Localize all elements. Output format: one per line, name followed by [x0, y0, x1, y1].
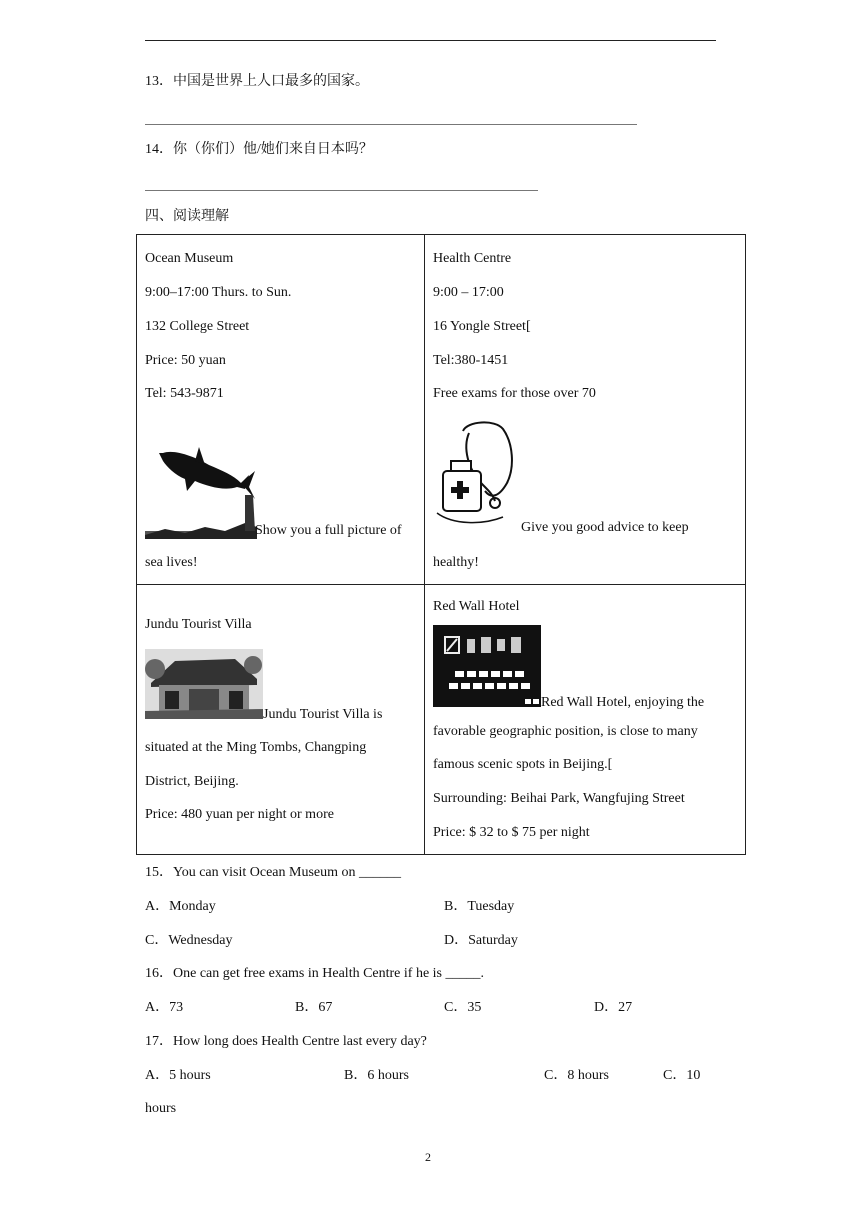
caption: healthy!: [433, 555, 479, 570]
question-number: 14．: [145, 142, 173, 157]
address: 16 Yongle Street[: [433, 319, 531, 334]
hotel-photo: [433, 625, 541, 707]
opening-hours: 9:00–17:00 Thurs. to Sun.: [145, 285, 292, 300]
card-red-wall-hotel: [425, 585, 746, 855]
option-a: A．73: [145, 1000, 184, 1015]
option-b: B．Tuesday: [444, 899, 515, 914]
card-jundu-villa: [137, 585, 425, 855]
question-13: [145, 74, 369, 90]
address: 132 College Street: [145, 319, 250, 334]
option-c: C．35: [444, 1000, 482, 1015]
card-health-centre: [425, 235, 746, 585]
surrounding: Surrounding: Beihai Park, Wangfujing Street: [433, 791, 685, 806]
section-title: 四、阅读理解: [145, 209, 229, 224]
option-c: C．Wednesday: [145, 933, 233, 948]
option-wrap-text: hours: [145, 1101, 177, 1116]
option-c: C．8 hours: [544, 1068, 609, 1083]
shark-icon: [145, 431, 257, 539]
question-17-stem: 17．How long does Health Centre last every day?: [145, 1034, 427, 1049]
opening-hours: 9:00 – 17:00: [433, 285, 504, 300]
answer-line: [145, 40, 716, 41]
caption: situated at the Ming Tombs, Changping: [145, 740, 367, 755]
answer-line: [145, 124, 637, 125]
card-ocean-museum: [137, 235, 425, 585]
question-text: 中国是世界上人口最多的国家。: [173, 74, 369, 89]
option-b: B．67: [295, 1000, 333, 1015]
question-16-stem: 16．One can get free exams in Health Centre if he is _____.: [145, 966, 485, 981]
caption: Give you good advice to keep: [521, 520, 689, 535]
option-d: D．27: [594, 1000, 633, 1015]
caption: District, Beijing.: [145, 774, 239, 789]
option-b: B．6 hours: [344, 1068, 409, 1083]
reading-table: [136, 234, 746, 855]
option-d: C．10: [663, 1068, 701, 1083]
stethoscope-icon: [433, 417, 525, 529]
caption: Red Wall Hotel, enjoying the: [541, 695, 705, 710]
option-a: A．Monday: [145, 899, 216, 914]
card-title: Health Centre: [433, 251, 512, 266]
question-15-stem: 15．You can visit Ocean Museum on ______: [145, 865, 402, 880]
phone: Tel: 543-9871: [145, 386, 224, 401]
card-title: Jundu Tourist Villa: [145, 617, 252, 632]
card-title: Ocean Museum: [145, 251, 234, 266]
page-number: 2: [425, 1150, 431, 1164]
card-title: Red Wall Hotel: [433, 599, 520, 614]
price: Price: $ 32 to $ 75 per night: [433, 825, 590, 840]
villa-photo: [145, 649, 263, 719]
question-number: 13．: [145, 74, 173, 89]
caption: Show you a full picture of: [255, 523, 402, 538]
option-d: D．Saturday: [444, 933, 518, 948]
price: Price: 50 yuan: [145, 353, 226, 368]
free-exams-note: Free exams for those over 70: [433, 386, 596, 401]
question-text: 你（你们）他/她们来自日本吗？: [173, 142, 373, 157]
question-14: [145, 142, 373, 158]
price: Price: 480 yuan per night or more: [145, 807, 334, 822]
caption: Jundu Tourist Villa is: [263, 707, 383, 722]
phone: Tel:380-1451: [433, 353, 509, 368]
option-a: A．5 hours: [145, 1068, 211, 1083]
caption: sea lives!: [145, 555, 198, 570]
caption: famous scenic spots in Beijing.[: [433, 757, 613, 772]
answer-line: [145, 190, 538, 191]
caption: favorable geographic position, is close to many: [433, 724, 698, 739]
